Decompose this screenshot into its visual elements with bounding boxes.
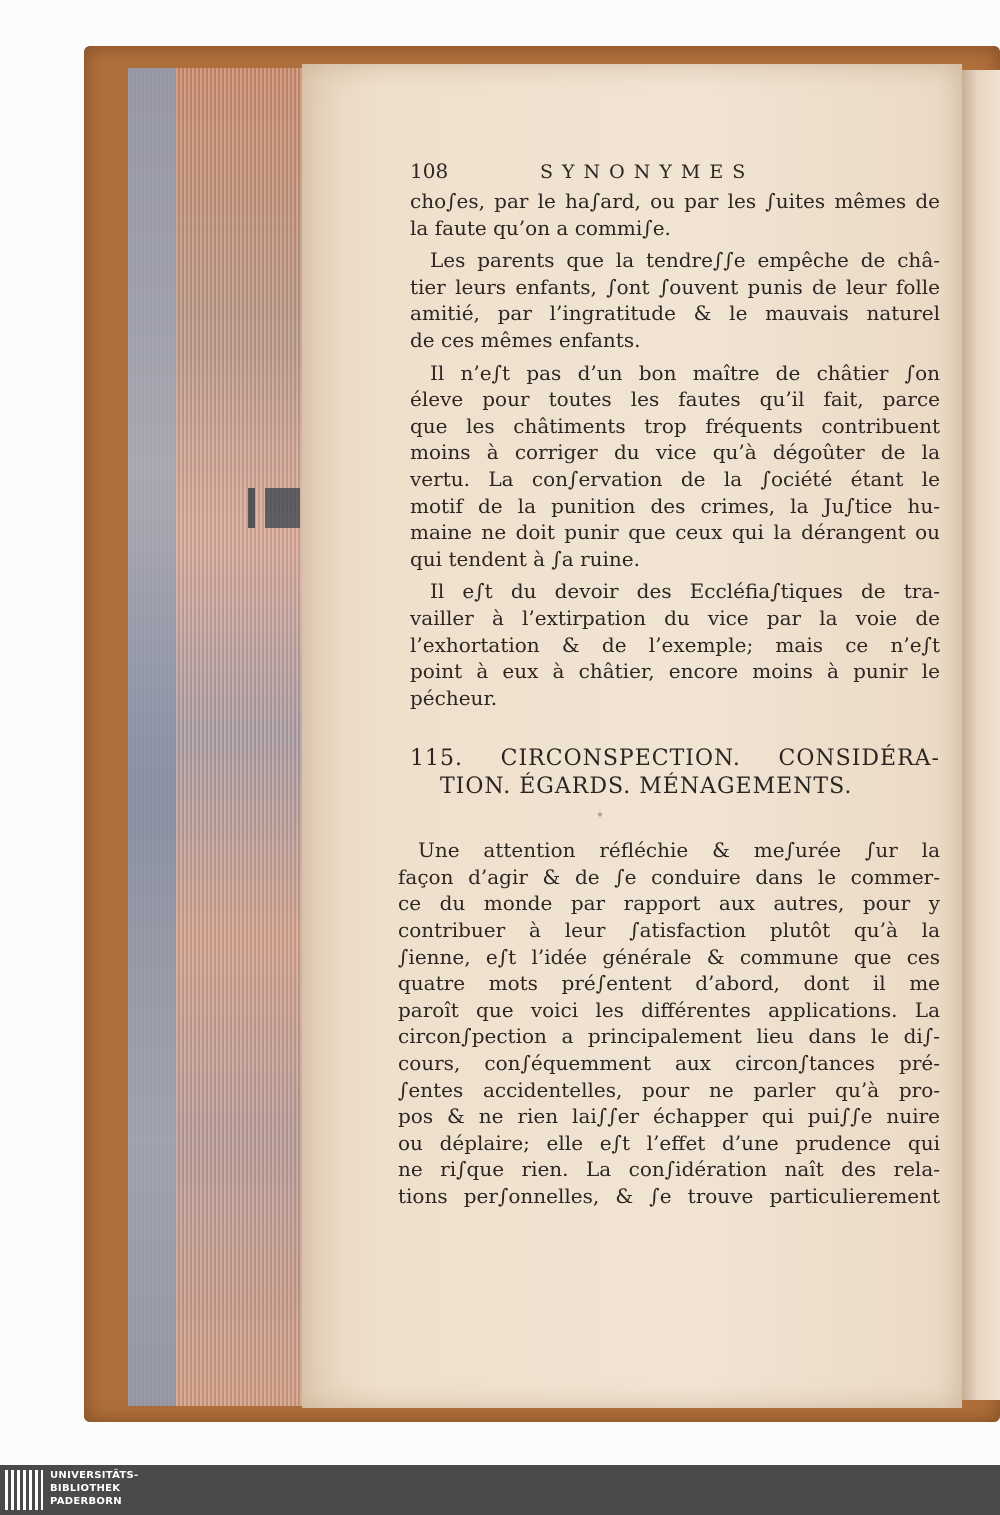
text-line: amitié, par l’ingratitude & le mauvais naturel	[410, 301, 940, 326]
section-heading	[410, 745, 940, 801]
edge-shading	[128, 68, 176, 1406]
logo-line: UNIVERSITÄTS-	[50, 1470, 139, 1481]
library-footer	[0, 1465, 1000, 1515]
text-line: l’exhortation & de l’exemple; mais ce n’e∫t	[410, 632, 940, 657]
ornament-icon: •	[595, 808, 605, 825]
edge-marks	[220, 488, 300, 528]
text-line: contribuer à leur ∫atisfaction plutôt qu’à la	[398, 918, 940, 943]
paragraph	[398, 837, 940, 1209]
text-line: pécheur.	[410, 685, 498, 710]
text-line: la faute qu’on a commi∫e.	[410, 215, 671, 240]
text-line: paroît que voici les différentes applications. La	[398, 997, 940, 1022]
text-line: quatre mots pré∫entent d’abord, dont il me	[398, 971, 940, 996]
text-line: Il e∫t du devoir des Eccléfia∫tiques de tra-	[430, 579, 940, 604]
page-edges	[128, 68, 304, 1406]
text-line: point à eux à châtier, encore moins à punir le	[410, 659, 940, 684]
text-line: vailler à l’extirpation du vice par la voie de	[410, 605, 940, 630]
text-line: ∫ienne, e∫t l’idée générale & commune que ces	[398, 944, 940, 969]
text-line: maine ne doit punir que ceux qui la dérangent ou	[410, 520, 940, 545]
text-line: ce du monde par rapport aux autres, pour y	[398, 891, 940, 916]
text-line: qui tendent à ∫a ruine.	[410, 546, 640, 571]
text-line: Il n’e∫t pas d’un bon maître de châtier ∫on	[430, 360, 940, 385]
heading-line: TION. ÉGARDS. MÉNAGEMENTS.	[440, 774, 853, 800]
text-line: cours, con∫équemment aux circon∫tances pré-	[398, 1051, 940, 1076]
text-line: cho∫es, par le ha∫ard, ou par les ∫uites mêmes de	[410, 189, 940, 213]
paragraph	[410, 247, 940, 353]
paragraph	[410, 188, 940, 241]
page-number: 108	[410, 159, 449, 183]
text-line: ∫entes accidentelles, pour ne parler qu’à pro-	[398, 1077, 940, 1102]
text-line: tions per∫onnelles, & ∫e trouve particulierement	[398, 1184, 940, 1208]
paragraph	[410, 578, 940, 711]
page-header	[410, 158, 940, 185]
text-line: ne ri∫que rien. La con∫idération naît des rela-	[398, 1157, 940, 1182]
text-line: de ces mêmes enfants.	[410, 327, 641, 352]
library-logo-text	[50, 1469, 139, 1508]
library-logo-icon	[5, 1470, 43, 1510]
text-line: motif de la punition des crimes, la Ju∫tice hu-	[410, 493, 940, 518]
text-line: Les parents que la tendre∫∫e empêche de châ-	[430, 248, 940, 273]
text-line: Une attention réfléchie & me∫urée ∫ur la	[418, 838, 940, 863]
text-line: vertu. La con∫ervation de la ∫ociété étant le	[410, 466, 940, 491]
logo-line: BIBLIOTHEK	[50, 1483, 121, 1494]
logo-line: PADERBORN	[50, 1496, 122, 1507]
text-line: pos & ne rien lai∫∫er échapper qui pui∫∫e nuire	[398, 1104, 940, 1129]
text-line: moins à corriger du vice qu’à dégoûter de la	[410, 440, 940, 465]
next-page-edge	[962, 70, 1000, 1400]
page-text	[398, 158, 940, 1210]
paragraph	[410, 360, 940, 573]
text-line: éleve pour toutes les fautes qu’il fait, parce	[410, 387, 940, 412]
running-title: SYNONYMES	[540, 161, 755, 183]
text-line: façon d’agir & de ∫e conduire dans le commer-	[398, 864, 940, 889]
text-line: ou déplaire; elle e∫t l’effet d’une prudence qui	[398, 1130, 940, 1155]
text-line: que les châtiments trop fréquents contribuent	[410, 413, 940, 438]
text-line: circon∫pection a principalement lieu dans le di∫-	[398, 1024, 940, 1049]
text-line: tier leurs enfants, ∫ont ∫ouvent punis de leur folle	[410, 274, 940, 299]
heading-line: 115. CIRCONSPECTION. CONSIDÉRA-	[410, 746, 940, 772]
